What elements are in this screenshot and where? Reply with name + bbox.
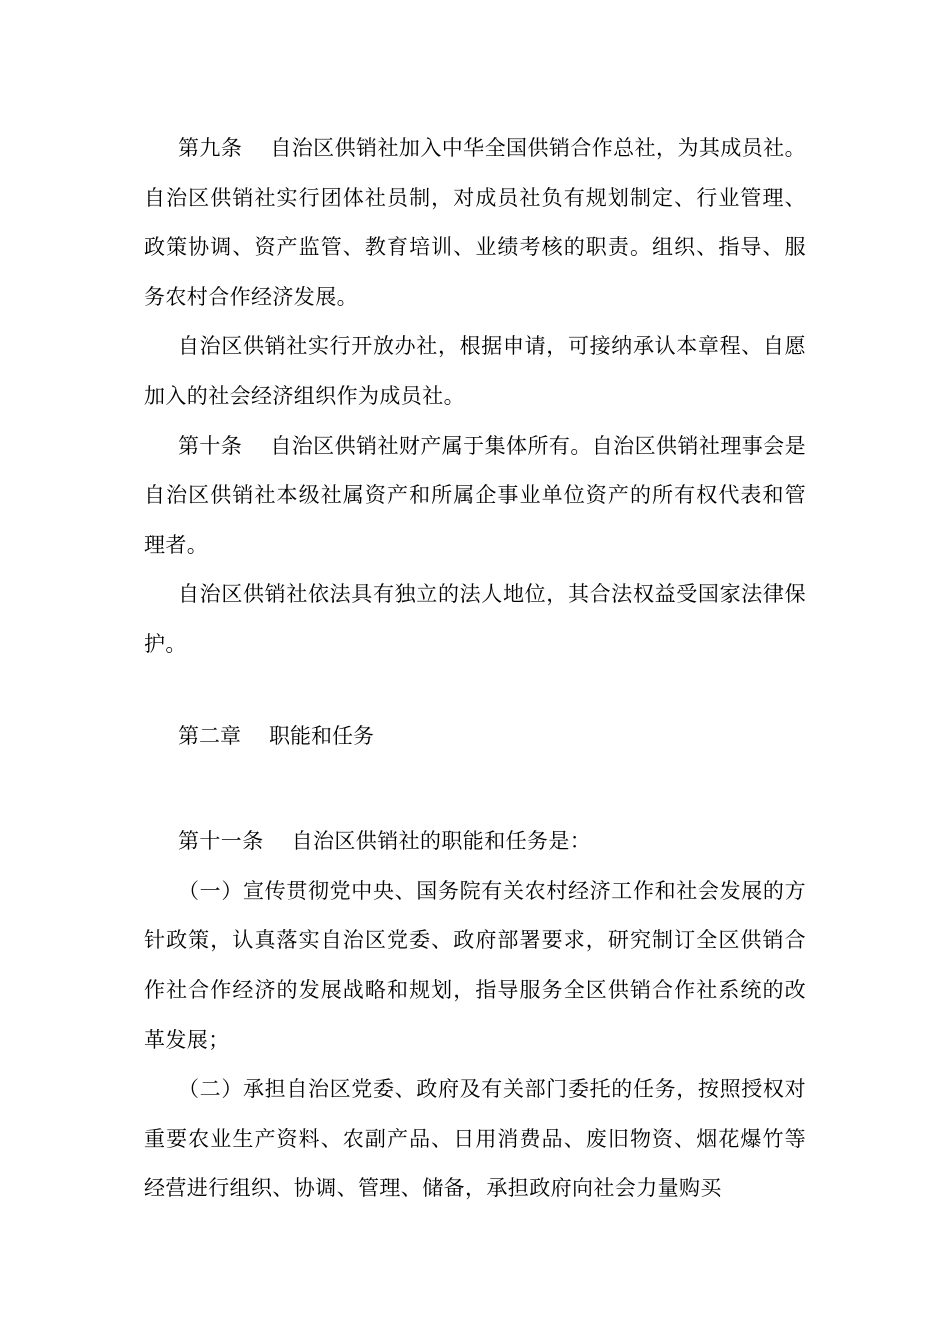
article-11-heading: 第十一条 bbox=[178, 829, 264, 854]
article-11 bbox=[144, 817, 806, 867]
article-11-text: 自治区供销社的职能和任务是： bbox=[291, 829, 592, 854]
article-10 bbox=[144, 422, 806, 571]
article-10-heading: 第十条 bbox=[178, 433, 243, 458]
article-9-paragraph-2: 自治区供销社实行开放办社，根据申请，可接纳承认本章程、自愿加入的社会经济组织作为成员社。 bbox=[144, 334, 806, 408]
article-11-item-1: （一）宣传贯彻党中央、国务院有关农村经济工作和社会发展的方针政策，认真落实自治区党委、政府部署要求，研究制订全区供销合作社合作经济的发展战略和规划，指导服务全区供销合作社系统的改革发展； bbox=[144, 878, 806, 1052]
article-9-text: 自治区供销社加入中华全国供销合作总社，为其成员社。自治区供销社实行团体社员制，对成员社负有规划制定、行业管理、政策协调、资产监管、教育培训、业绩考核的职责。组织、指导、服务农村合作经济发展。 bbox=[144, 136, 807, 309]
chapter-heading bbox=[144, 712, 806, 762]
article-11-item-2: （二）承担自治区党委、政府及有关部门委托的任务，按照授权对重要农业生产资料、农副产品、日用消费品、废旧物资、烟花爆竹等经营进行组织、协调、管理、储备，承担政府向社会力量购买 bbox=[144, 1077, 806, 1201]
article-9 bbox=[144, 124, 806, 322]
document-page bbox=[144, 124, 806, 1214]
article-10-paragraph-2: 自治区供销社依法具有独立的法人地位，其合法权益受国家法律保护。 bbox=[144, 582, 806, 656]
chapter-number: 第二章 bbox=[178, 723, 241, 748]
chapter-title: 职能和任务 bbox=[269, 723, 374, 748]
article-9-heading: 第九条 bbox=[178, 136, 243, 160]
article-10-text: 自治区供销社财产属于集体所有。自治区供销社理事会是自治区供销社本级社属资产和所属企事业单位资产的所有权代表和管理者。 bbox=[144, 433, 807, 557]
